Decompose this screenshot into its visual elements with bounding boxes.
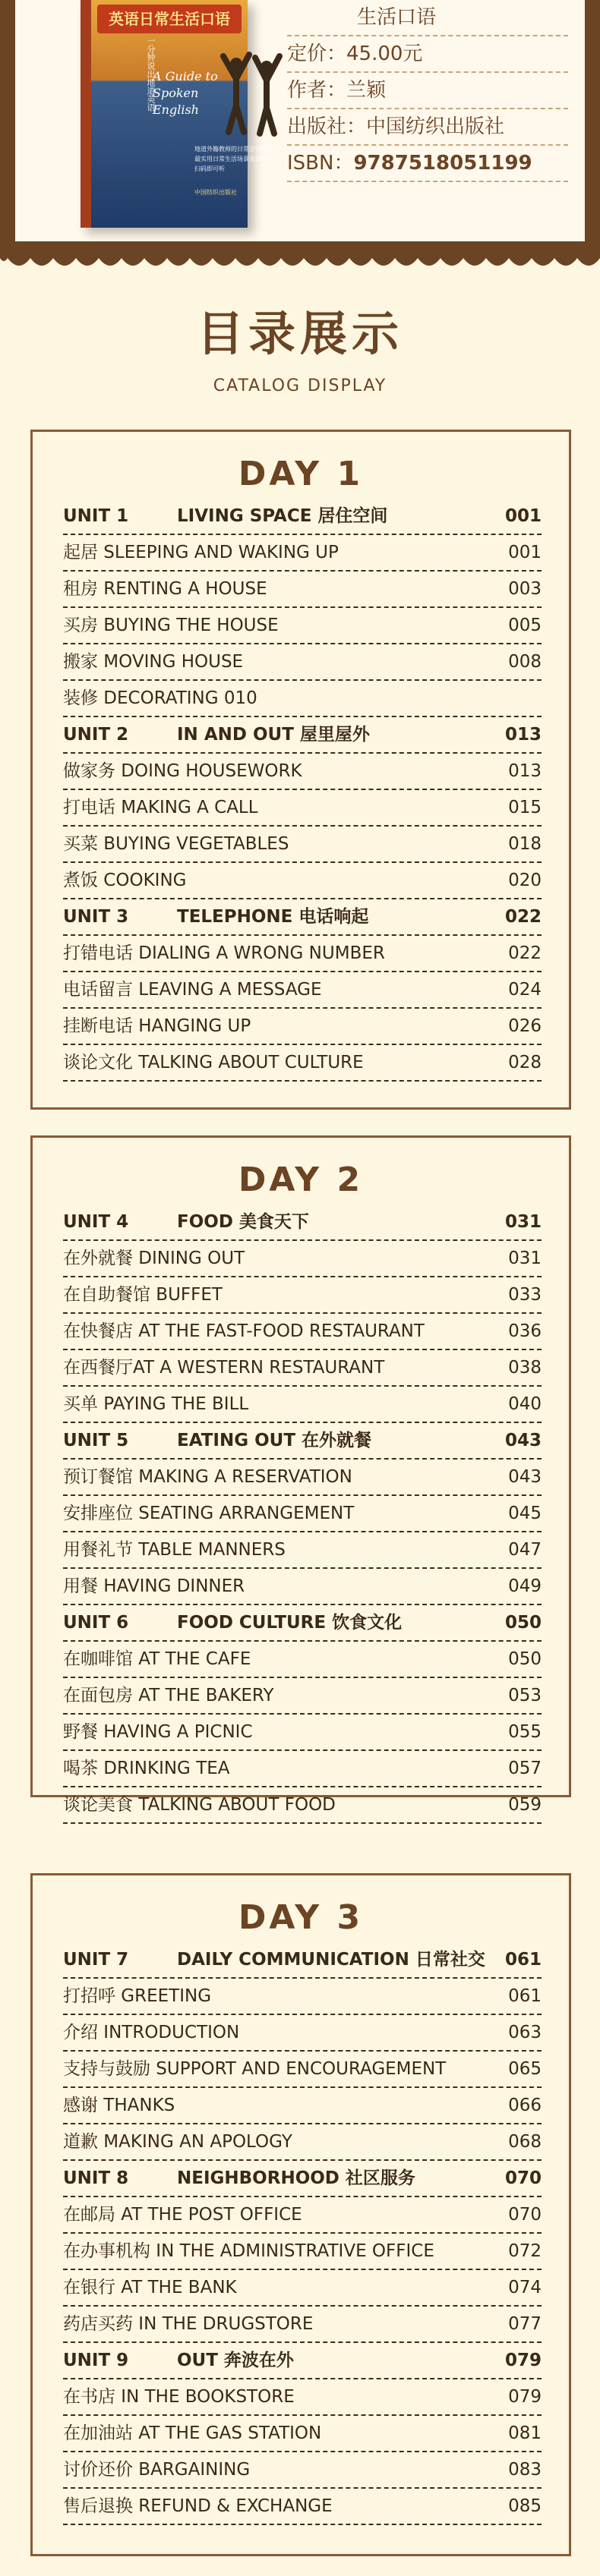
toc-label: 喝茶 DRINKING TEA [63, 1759, 230, 1778]
book-info-card [15, 0, 585, 241]
toc-label: 搬家 MOVING HOUSE [63, 652, 244, 672]
toc-label: 买菜 BUYING VEGETABLES [63, 834, 289, 854]
cheering-people-illustration [210, 33, 293, 147]
toc-page-number: 070 [508, 2205, 542, 2225]
toc-item-row [63, 681, 542, 717]
toc-page-number: 031 [504, 1212, 542, 1232]
toc-label: 在加油站 AT THE GAS STATION [63, 2423, 322, 2443]
toc-label: 在快餐店 AT THE FAST-FOOD RESTAURANT [63, 1321, 425, 1341]
toc-label [63, 717, 496, 752]
toc-unit-row [63, 2161, 542, 2197]
toc-page-number: 063 [508, 2023, 542, 2042]
toc-page-number: 013 [508, 761, 542, 781]
toc-item-row [63, 572, 542, 608]
toc-label: 煮饭 COOKING [63, 871, 187, 890]
toc-item-row [63, 608, 542, 644]
toc-item-row [63, 2124, 542, 2161]
unit-number: UNIT 3 [63, 907, 129, 927]
toc-list [63, 1205, 542, 1824]
toc-label: 买单 PAYING THE BILL [63, 1394, 249, 1414]
toc-item-row [63, 2489, 542, 2525]
toc-label: 感谢 THANKS [63, 2096, 175, 2115]
toc-unit-row [63, 1423, 542, 1460]
toc-item-row [63, 1277, 542, 1314]
day-title: DAY 1 [238, 455, 364, 493]
toc-item-row [63, 1496, 542, 1532]
book-info-list [287, 0, 568, 182]
toc-page-number: 049 [508, 1576, 542, 1596]
toc-item-row [63, 2452, 542, 2489]
toc-label: 药店买药 IN THE DRUGSTORE [63, 2314, 314, 2334]
unit-title: IN AND OUT 屋里屋外 [177, 725, 370, 745]
toc-label: 在咖啡馆 AT THE CAFE [63, 1649, 251, 1669]
toc-label: 买房 BUYING THE HOUSE [63, 616, 279, 635]
toc-item-row [63, 1314, 542, 1350]
toc-item-row [63, 863, 542, 899]
toc-page-number: 053 [508, 1686, 542, 1705]
isbn-label: ISBN： [287, 152, 354, 175]
toc-label: 装修 DECORATING 010 [63, 688, 257, 708]
toc-page-number: 045 [508, 1504, 542, 1523]
toc-label [63, 899, 496, 934]
toc-item-row [63, 1532, 542, 1569]
toc-page-number: 065 [508, 2059, 542, 2079]
unit-number: UNIT 4 [63, 1212, 129, 1232]
toc-page-number: 072 [508, 2241, 542, 2261]
toc-item-row [63, 936, 542, 972]
unit-number: UNIT 1 [63, 506, 129, 526]
toc-page-number: 070 [504, 2168, 542, 2188]
toc-page-number: 015 [508, 798, 542, 817]
unit-number: UNIT 7 [63, 1950, 129, 1970]
toc-item-row [63, 790, 542, 827]
unit-title: OUT 奔波在外 [177, 2351, 294, 2370]
toc-item-row [63, 1678, 542, 1715]
toc-unit-row [63, 499, 542, 535]
toc-item-row [63, 2197, 542, 2234]
toc-item-row [63, 1715, 542, 1751]
toc-page-number: 008 [508, 652, 542, 672]
book-title-line: 生活口语 [287, 0, 568, 36]
toc-unit-row [63, 2343, 542, 2379]
toc-page-number: 018 [508, 834, 542, 854]
cover-bullet: 地道外籍教师的日常会话精选 [194, 146, 273, 153]
toc-item-row [63, 1787, 542, 1824]
toc-label: 做家务 DOING HOUSEWORK [63, 761, 302, 781]
toc-label: 道歉 MAKING AN APOLOGY [63, 2132, 292, 2152]
unit-number: UNIT 5 [63, 1431, 129, 1450]
toc-label: 用餐礼节 TABLE MANNERS [63, 1540, 286, 1560]
toc-unit-row [63, 1942, 542, 1979]
cover-title: 英语日常生活口语 [97, 5, 242, 33]
isbn-number: 9787518051199 [353, 152, 532, 175]
unit-title: FOOD 美食天下 [177, 1212, 309, 1232]
toc-page-number: 055 [508, 1722, 542, 1742]
toc-item-row [63, 1045, 542, 1082]
toc-label: 在西餐厅AT A WESTERN RESTAURANT [63, 1358, 385, 1378]
toc-page-number: 022 [504, 907, 542, 927]
unit-number: UNIT 6 [63, 1613, 129, 1633]
cover-bullet: 最实用日常生活场景英语口语 [194, 156, 273, 162]
toc-label: 在面包房 AT THE BAKERY [63, 1686, 274, 1705]
toc-page-number: 047 [508, 1540, 542, 1560]
toc-page-number: 036 [508, 1321, 542, 1341]
toc-page-number: 050 [504, 1613, 542, 1633]
toc-label: 电话留言 LEAVING A MESSAGE [63, 980, 322, 1000]
toc-page-number: 079 [504, 2351, 542, 2370]
toc-label [63, 1205, 496, 1239]
book-spine [81, 0, 91, 228]
toc-page-number: 005 [508, 616, 542, 635]
toc-label: 打电话 MAKING A CALL [63, 798, 258, 817]
toc-item-row [63, 1642, 542, 1678]
unit-title: NEIGHBORHOOD 社区服务 [177, 2168, 415, 2188]
toc-item-row [63, 1350, 542, 1387]
toc-list [63, 499, 542, 1082]
toc-page-number: 077 [508, 2314, 542, 2334]
cover-publisher-logo: 中国纺织出版社 [194, 189, 237, 196]
book-publisher: 出版社：中国纺织出版社 [287, 109, 568, 146]
day-title: DAY 2 [238, 1160, 364, 1199]
toc-item-row [63, 2088, 542, 2124]
toc-page-number: 057 [508, 1759, 542, 1778]
toc-item-row [63, 2052, 542, 2088]
day-2-box [30, 1135, 571, 1815]
toc-page-number: 059 [508, 1795, 542, 1815]
day-title: DAY 3 [238, 1898, 364, 1937]
toc-label [63, 499, 496, 534]
toc-label: 售后退换 REFUND & EXCHANGE [63, 2496, 333, 2516]
toc-label: 野餐 HAVING A PICNIC [63, 1722, 253, 1742]
toc-label: 租房 RENTING A HOUSE [63, 579, 267, 599]
toc-page-number: 024 [508, 980, 542, 1000]
toc-label: 在邮局 AT THE POST OFFICE [63, 2205, 302, 2225]
cover-bullet: 扫码即可听 [194, 165, 225, 172]
toc-page-number: 066 [508, 2096, 542, 2115]
toc-item-row [63, 2234, 542, 2270]
unit-number: UNIT 9 [63, 2351, 129, 2370]
toc-label: 打招呼 GREETING [63, 1986, 212, 2006]
unit-title: FOOD CULTURE 饮食文化 [177, 1613, 403, 1633]
toc-page-number: 031 [508, 1249, 542, 1268]
toc-unit-row [63, 717, 542, 754]
toc-label [63, 2161, 496, 2196]
book-cover-image [81, 0, 273, 228]
toc-page-number: 061 [508, 1986, 542, 2006]
toc-item-row [63, 1460, 542, 1496]
toc-label: 起居 SLEEPING AND WAKING UP [63, 543, 339, 562]
toc-label: 在外就餐 DINING OUT [63, 1249, 245, 1268]
toc-item-row [63, 2307, 542, 2343]
book-price: 定价：45.00元 [287, 36, 568, 73]
catalog-title: 目录展示 [196, 306, 403, 361]
toc-page-number: 043 [508, 1467, 542, 1487]
toc-item-row [63, 535, 542, 572]
day-1-box [30, 430, 571, 1110]
toc-label: 在书店 IN THE BOOKSTORE [63, 2387, 295, 2407]
toc-page-number: 038 [508, 1358, 542, 1378]
toc-unit-row [63, 1205, 542, 1241]
toc-page-number: 081 [508, 2423, 542, 2443]
toc-page-number: 050 [508, 1649, 542, 1669]
toc-item-row [63, 1241, 542, 1277]
toc-item-row [63, 1387, 542, 1423]
toc-item-row [63, 1751, 542, 1787]
toc-page-number: 001 [508, 543, 542, 562]
toc-page-number: 079 [508, 2387, 542, 2407]
unit-number: UNIT 8 [63, 2168, 129, 2188]
toc-label [63, 2343, 496, 2378]
toc-label [63, 1942, 496, 1977]
day-3-box [30, 1873, 571, 2556]
toc-label: 谈论文化 TALKING ABOUT CULTURE [63, 1053, 364, 1072]
cover-vertical-text: 一分钟说出地道英语 [146, 36, 156, 112]
toc-label: 介绍 INTRODUCTION [63, 2023, 240, 2042]
toc-page-number: 026 [508, 1016, 542, 1036]
toc-item-row [63, 972, 542, 1009]
unit-title: LIVING SPACE 居住空间 [177, 506, 388, 526]
catalog-subtitle: CATALOG DISPLAY [213, 376, 387, 395]
toc-label [63, 1605, 496, 1640]
toc-page-number: 068 [508, 2132, 542, 2152]
toc-page-number: 074 [508, 2278, 542, 2297]
toc-label: 在办事机构 IN THE ADMINISTRATIVE OFFICE [63, 2241, 434, 2261]
toc-item-row [63, 2379, 542, 2416]
toc-label: 用餐 HAVING DINNER [63, 1576, 245, 1596]
toc-page-number: 001 [504, 506, 542, 526]
toc-item-row [63, 1979, 542, 2015]
toc-label: 支持与鼓励 SUPPORT AND ENCOURAGEMENT [63, 2059, 447, 2079]
unit-title: EATING OUT 在外就餐 [177, 1431, 372, 1450]
toc-page-number: 013 [504, 725, 542, 745]
toc-page-number: 003 [508, 579, 542, 599]
toc-page-number: 085 [508, 2496, 542, 2516]
toc-item-row [63, 2015, 542, 2052]
unit-title: DAILY COMMUNICATION 日常社交 [177, 1950, 485, 1970]
toc-list [63, 1942, 542, 2525]
toc-page-number: 022 [508, 943, 542, 963]
banner-scalloped-edge [0, 241, 600, 287]
toc-item-row [63, 1009, 542, 1045]
toc-page-number: 020 [508, 871, 542, 890]
toc-label: 预订餐馆 MAKING A RESERVATION [63, 1467, 352, 1487]
toc-label: 在银行 AT THE BANK [63, 2278, 237, 2297]
toc-item-row [63, 2270, 542, 2307]
toc-label: 打错电话 DIALING A WRONG NUMBER [63, 943, 385, 963]
toc-item-row [63, 754, 542, 790]
toc-label [63, 1423, 496, 1458]
toc-page-number: 043 [504, 1431, 542, 1450]
unit-title: TELEPHONE 电话响起 [177, 907, 369, 927]
cover-bullet-list [194, 144, 301, 174]
toc-unit-row [63, 1605, 542, 1642]
toc-page-number: 033 [508, 1285, 542, 1305]
toc-page-number: 061 [504, 1950, 542, 1970]
toc-page-number: 028 [508, 1053, 542, 1072]
book-isbn [287, 146, 568, 182]
toc-item-row [63, 1569, 542, 1605]
toc-item-row [63, 827, 542, 863]
toc-item-row [63, 2416, 542, 2452]
toc-label: 安排座位 SEATING ARRANGEMENT [63, 1504, 355, 1523]
toc-unit-row [63, 899, 542, 936]
toc-label: 讨价还价 BARGAINING [63, 2460, 251, 2480]
book-author: 作者：兰颖 [287, 73, 568, 109]
toc-item-row [63, 644, 542, 681]
toc-label: 在自助餐馆 BUFFET [63, 1285, 223, 1305]
toc-page-number: 040 [508, 1394, 542, 1414]
toc-label: 谈论美食 TALKING ABOUT FOOD [63, 1795, 336, 1815]
toc-label: 挂断电话 HANGING UP [63, 1016, 251, 1036]
unit-number: UNIT 2 [63, 725, 129, 745]
toc-page-number: 083 [508, 2460, 542, 2480]
cover-script-title: A Guide to Spoken English [153, 69, 218, 117]
